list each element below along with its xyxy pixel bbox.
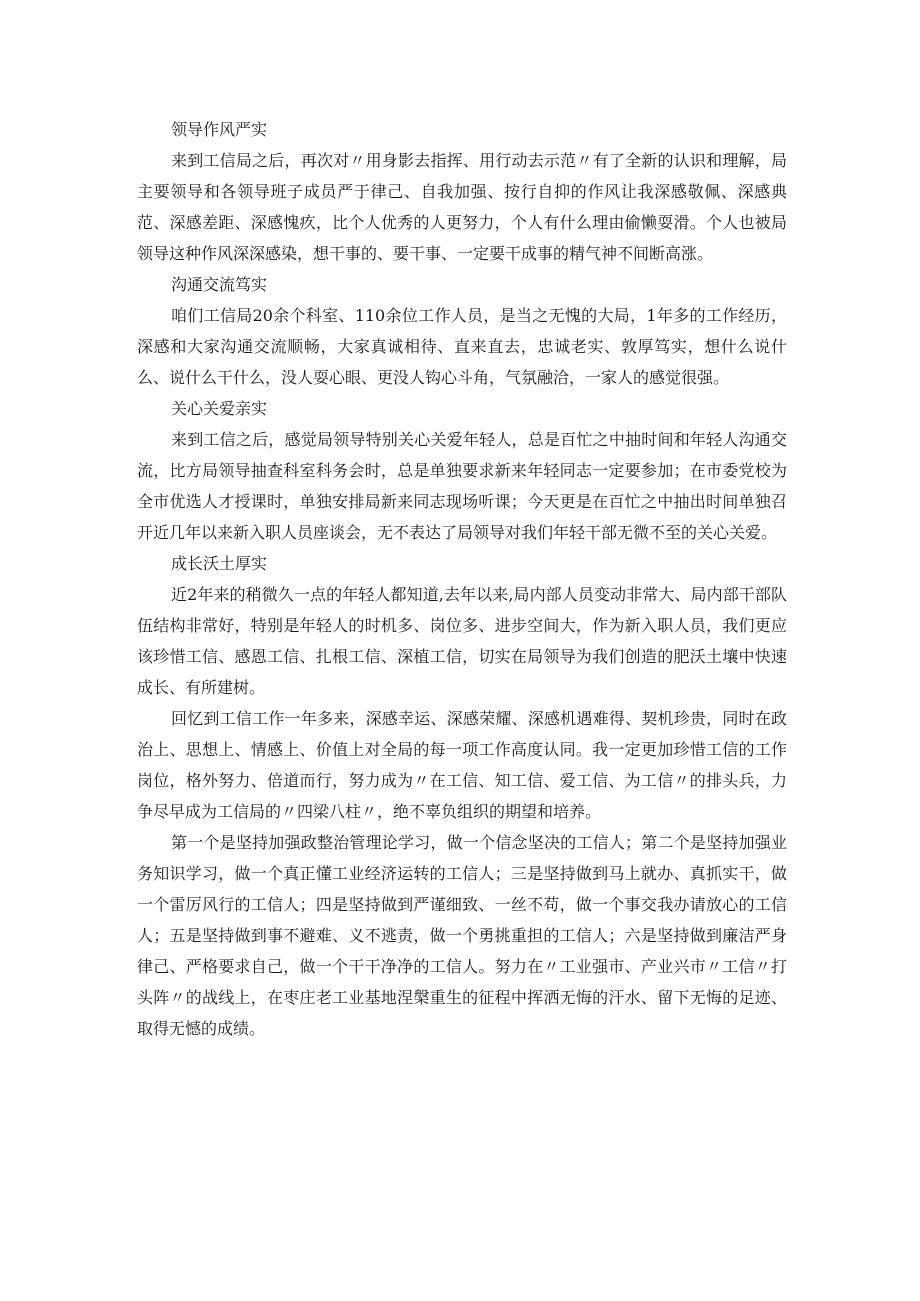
section-heading: 关心关爱亲实 [171,399,268,418]
section-communication [137,269,787,393]
paragraph: 来到工信局之后，再次对〃用身影去指挥、用行动去示范〃有了全新的认识和理解，局主要领导和各领导班子成员严于律己、自我加强、按行自抑的作风让我深感敬佩、深感典范、深感差距、深感愧疚，比个人优秀的人更努力，个人有什么理由偷懒耍滑。个人也被局领导这种作风深深感染，想干事的、要干事、一定要干成事的精气神不间断高涨。 [137,151,787,263]
section-care [137,393,787,548]
document-body [137,114,787,1044]
paragraph: 咱们工信局20余个科室、110余位工作人员，是当之无愧的大局，1年多的工作经历，深感和大家沟通交流顺畅，大家真诚相待、直来直去，忠诚老实、敦厚笃实，想什么说什么、说什么干什么，没人耍心眼、更没人钩心斗角，气氛融洽，一家人的感觉很强。 [137,306,787,387]
paragraph: 第一个是坚持加强政整治管理论学习，做一个信念坚决的工信人；第二个是坚持加强业务知识学习，做一个真正懂工业经济运转的工信人；三是坚持做到马上就办、真抓实干，做一个雷厉风行的工信人；四是坚持做到严谨细致、一丝不苟，做一个事交我办请放心的工信人；五是坚持做到事不避难、义不逃责，做一个勇挑重担的工信人；六是坚持做到廉洁严身律己、严格要求自己，做一个干干净净的工信人。努力在〃工业强市、产业兴市〃工信〃打头阵〃的战线上，在枣庄老工业基地涅槃重生的征程中挥洒无悔的汗水、留下无悔的足迹、取得无憾的成绩。 [137,833,787,1038]
section-growth [137,548,787,1044]
section-heading: 领导作风严实 [171,120,268,139]
paragraph: 来到工信之后，感觉局领导特别关心关爱年轻人，总是百忙之中抽时间和年轻人沟通交流，比方局领导抽查科室科务会时，总是单独要求新来年轻同志一定要参加；在市委党校为全市优选人才授课时，单独安排局新来同志现场听课；今天更是在百忙之中抽出时间单独召开近几年以来新入职人员座谈会，无不表达了局领导对我们年轻干部无微不至的关心关爱。 [137,430,787,542]
paragraph: 回忆到工信工作一年多来，深感幸运、深感荣耀、深感机遇难得、契机珍贵，同时在政治上、思想上、情感上、价值上对全局的每一项工作高度认同。我一定更加珍惜工信的工作岗位，格外努力、倍道而行，努力成为〃在工信、知工信、爱工信、为工信〃的排头兵，力争尽早成为工信局的〃四梁八柱〃，绝不辜负组织的期望和培养。 [137,709,787,821]
section-leadership-style [137,114,787,269]
paragraph: 近2年来的稍微久一点的年轻人都知道,去年以来,局内部人员变动非常大、局内部干部队伍结构非常好，特别是年轻人的时机多、岗位多、进步空间大，作为新入职人员，我们更应该珍惜工信、感恩工信、扎根工信、深植工信，切实在局领导为我们创造的肥沃土壤中快速成长、有所建树。 [137,585,787,697]
section-heading: 沟通交流笃实 [171,275,268,294]
section-heading: 成长沃土厚实 [171,554,268,573]
